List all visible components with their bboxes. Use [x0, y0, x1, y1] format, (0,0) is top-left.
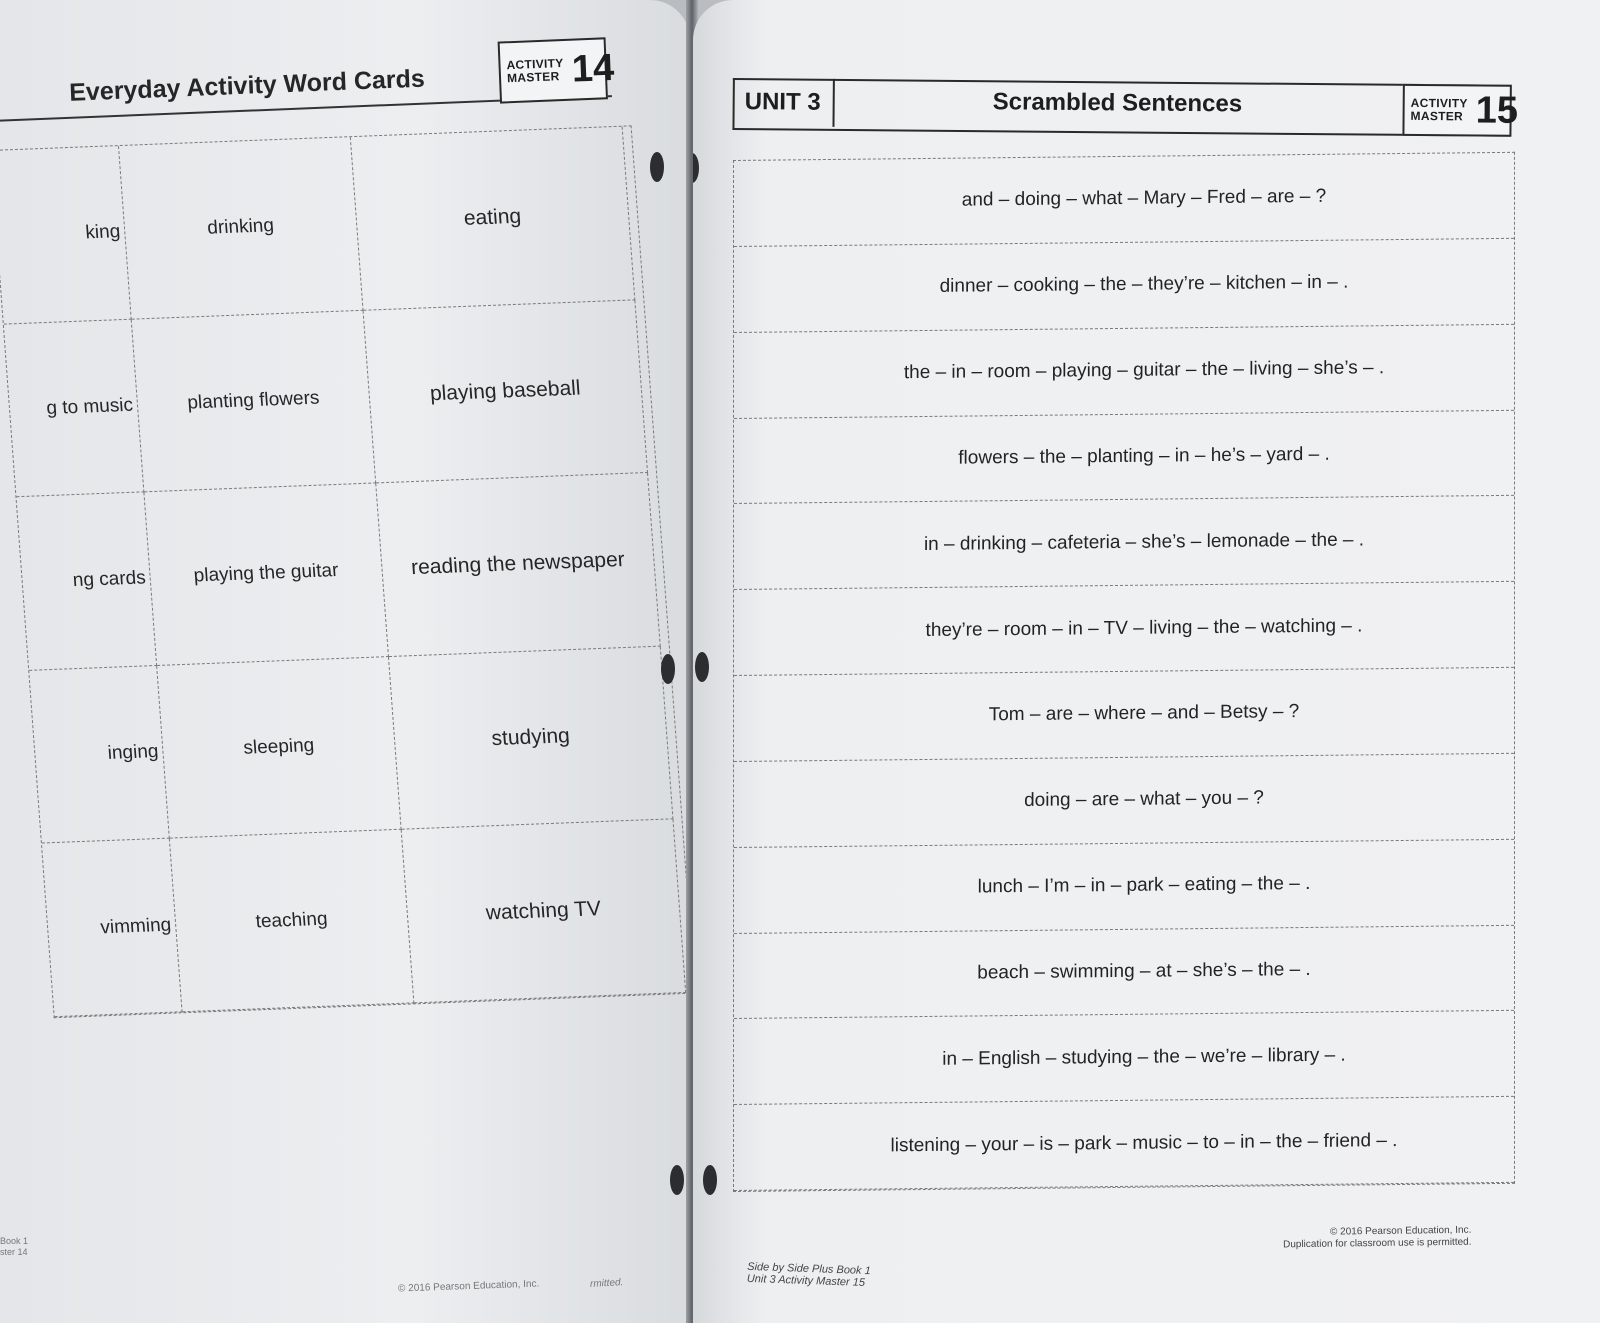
sentence-strip: beach – swimming – at – she’s – the – . [734, 925, 1514, 1019]
activity-label: ACTIVITY [506, 55, 564, 73]
binder-hole [661, 654, 675, 684]
master-label: MASTER [1410, 108, 1464, 124]
scrambled-sentence-list [733, 152, 1515, 1192]
sentence-strip: flowers – the – planting – in – he’s – yard – . [734, 410, 1514, 504]
word-card: g to music [4, 319, 145, 497]
footer-book-ref: Side by Side Plus Book 1 Unit 3 Activity Master 15 [746, 1260, 871, 1289]
sentence-strip: Tom – are – where – and – Betsy – ? [734, 668, 1514, 762]
word-card: inging [29, 666, 170, 844]
word-card-grid [0, 125, 690, 1018]
word-card: drinking [119, 137, 364, 319]
sentence-strip: and – doing – what – Mary – Fred – are – ? [734, 153, 1514, 247]
binder-hole [695, 652, 709, 682]
binder-hole [693, 153, 699, 183]
sentence-strip: they’re – room – in – TV – living – the – watching – . [734, 582, 1514, 676]
binder-hole [650, 152, 664, 182]
master-label: MASTER [506, 69, 560, 86]
binder-hole [670, 1165, 684, 1195]
word-card: vimming [42, 839, 183, 1017]
sentence-strip: lunch – I’m – in – park – eating – the – . [734, 839, 1514, 933]
sentence-strip: in – English – studying – the – we’re – library – . [734, 1011, 1514, 1105]
activity-label: ACTIVITY [1410, 95, 1468, 111]
page-title: Scrambled Sentences [992, 88, 1243, 118]
sentence-strip: doing – are – what – you – ? [734, 754, 1514, 848]
word-card: watching TV [402, 820, 687, 1004]
activity-master-badge [1402, 84, 1519, 137]
right-page [693, 0, 1600, 1323]
page-title: Everyday Activity Word Cards [68, 64, 426, 107]
left-page [0, 0, 690, 1323]
footer-copyright: © 2016 Pearson Education, Inc. [397, 1278, 540, 1295]
word-card: playing baseball [364, 300, 649, 484]
word-card: studying [389, 646, 674, 830]
sentence-strip: the – in – room – playing – guitar – the – living – she’s – . [734, 324, 1514, 418]
word-card: ng cards [17, 493, 158, 671]
word-card: reading the newspaper [376, 473, 661, 657]
unit-label: UNIT 3 [732, 78, 834, 127]
binder-hole [703, 1165, 717, 1195]
activity-number: 15 [1475, 88, 1519, 132]
word-card: sleeping [157, 657, 402, 839]
right-page-header [732, 66, 1519, 137]
sentence-strip: listening – your – is – park – music – to – in – the – friend – . [734, 1097, 1514, 1191]
word-card: planting flowers [132, 310, 377, 492]
footer-book-ref: Book 1 ster 14 [0, 1236, 29, 1257]
word-card: eating [351, 127, 636, 311]
footer-permitted: rmitted. [589, 1277, 624, 1290]
activity-master-badge [498, 37, 615, 103]
word-card: king [0, 146, 132, 324]
activity-number: 14 [570, 46, 615, 91]
word-card: playing the guitar [144, 484, 389, 666]
word-card: teaching [170, 830, 415, 1012]
sentence-strip: in – drinking – cafeteria – she’s – lemonade – the – . [734, 496, 1514, 590]
sentence-strip: dinner – cooking – the – they’re – kitchen – in – . [734, 239, 1514, 333]
footer-copyright: © 2016 Pearson Education, Inc. Duplication for classroom use is permitted. [1283, 1224, 1472, 1251]
